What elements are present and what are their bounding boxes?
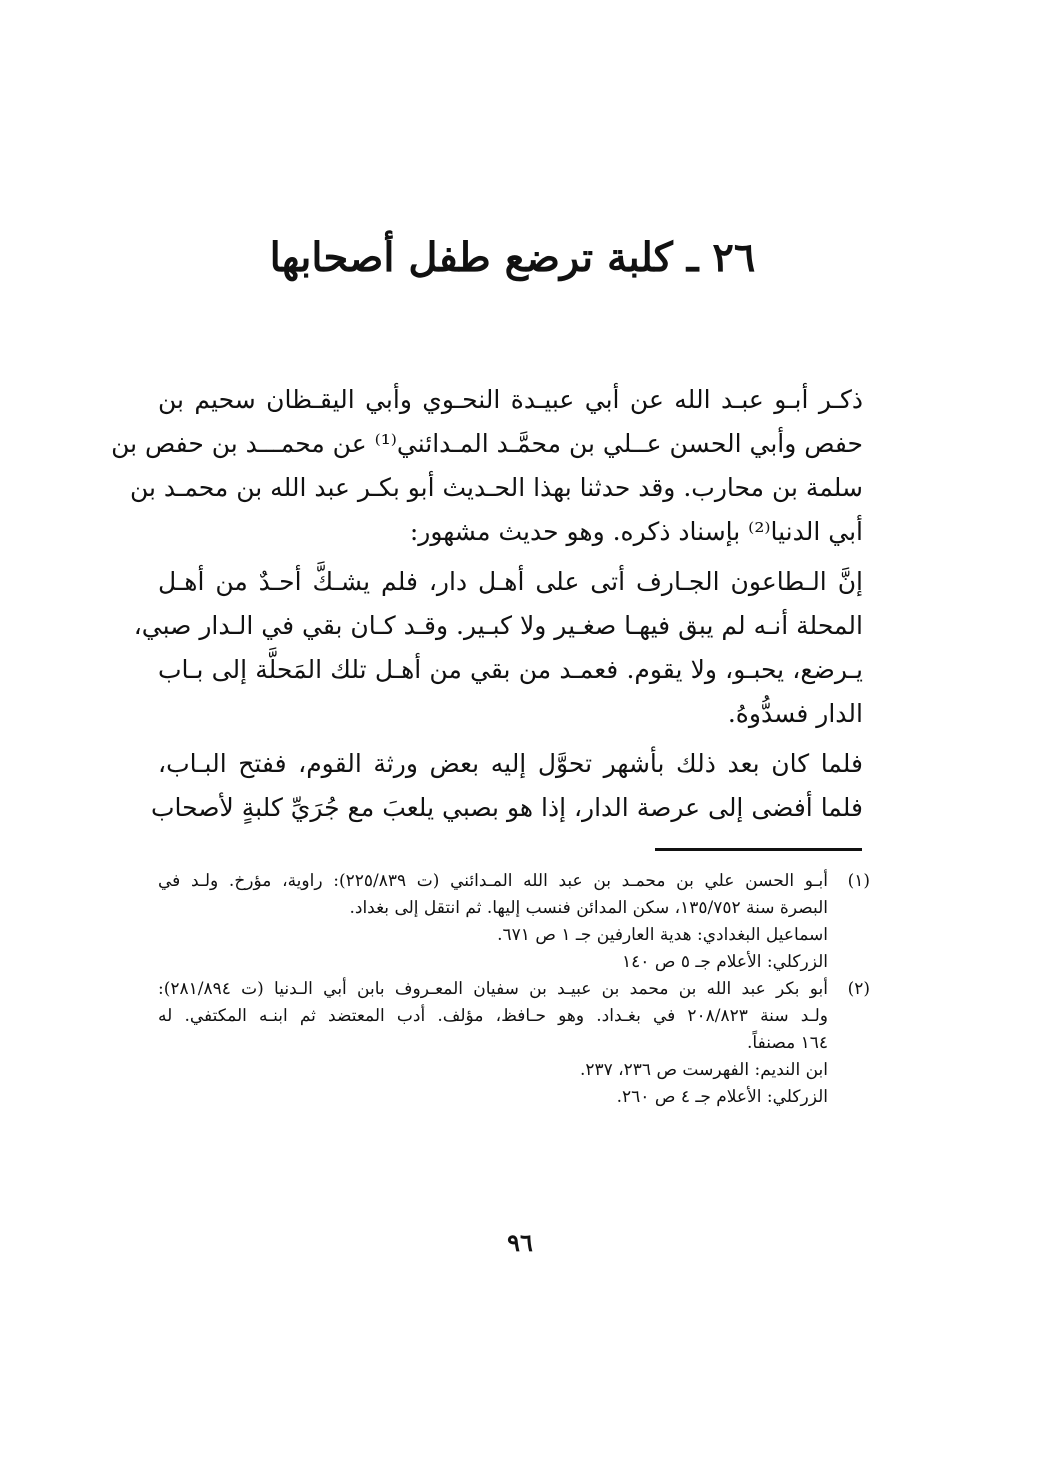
text-line: فلما أفضى إلى عرصة الدار، إذا هو بصبي يلعبَ مع جُرَيِّ كلبةٍ لأصحاب (151, 793, 863, 822)
footnote-reference: الزركلي: الأعلام جـ ٤ ص ٢٦٠. (616, 1087, 828, 1107)
footnote-reference: الزركلي: الأعلام جـ ٥ ص ١٤٠ (622, 952, 828, 972)
text-line: المحلة أنـه لم يبق فيهـا صغـير ولا كبـير. وقـد كـان بقي في الـدار صبي، (133, 611, 863, 640)
footnote-line: ١٦٤ مصنفاً. (747, 1033, 828, 1053)
text-line: أبي الدنيا⁽²⁾ بإسناد ذكره. وهو حديث مشهور: (409, 517, 863, 546)
footnote-reference: اسماعيل البغدادي: هدية العارفين جـ ١ ص ٦٧١. (497, 925, 828, 945)
text-line: يـرضع، يحبـو، ولا يقوم. فعمـد من بقي من أهـل تلك المَحلَّة إلى بـاب (158, 655, 863, 684)
footnote-number: (٢) (847, 979, 870, 999)
footnotes (158, 868, 870, 1111)
page-number: ٩٦ (507, 1228, 533, 1257)
footnote-line: البصرة سنة ١٣٥/٧٥٢، سكن المدائن فنسب إليها. ثم انتقل إلى بغداد. (349, 898, 828, 918)
footnote-1 (158, 868, 870, 976)
text-line: الدار فسدُّوهُ. (727, 699, 863, 728)
text-line: سلمة بن محارب. وقد حدثنا بهذا الحـديث أبو بكـر عبد الله بن محمـد بن (129, 473, 863, 502)
text-line: إنَّ الـطاعون الجـارف أتى على أهـل دار، فلم يشـكَّ أحـدٌ من أهـل (158, 567, 863, 596)
footnote-number: (١) (847, 871, 870, 891)
footnote-line: ولـد سنة ٢٠٨/٨٢٣ في بغـداد. وهو حـافظ، مؤلف. أدب المعتضد ثم ابنـه المكتفي. له (158, 1006, 829, 1026)
paragraph-2 (133, 560, 863, 736)
footnote-separator (655, 848, 862, 851)
paragraph-3 (151, 742, 863, 830)
footnote-reference: ابن النديم: الفهرست ص ٢٣٦، ٢٣٧. (579, 1060, 828, 1080)
text-line: فلما كان بعد ذلك بأشهر تحوَّل إليه بعض ورثة القوم، ففتح البـاب، (158, 749, 863, 778)
chapter-title: ٢٦ ـ كلبة ترضع طفل أصحابها (269, 234, 756, 281)
footnote-body (158, 868, 828, 976)
footnote-line: أبـو الحسن علي بن محمـد بن عبد الله المـدائني (ت ٢٢٥/٨٣٩): راوية، مؤرخ. ولـد في (158, 871, 829, 891)
text-line: ذكـر أبـو عبـد الله عن أبي عبيـدة النحـوي وأبي اليقـظان سحيم بن (158, 385, 863, 414)
footnote-body (158, 976, 828, 1111)
paragraph-1 (111, 378, 863, 554)
text-line: حفص وأبي الحسن عــلي بن محمَّـد المـدائني⁽¹⁾ عن محمـــد بن حفص بن (111, 429, 863, 458)
footnote-2 (158, 976, 870, 1111)
footnote-line: أبو بكر عبد الله بن محمد بن عبيـد بن سفيان المعـروف بابن أبي الـدنيا (ت ٢٨١/٨٩٤): (158, 979, 828, 999)
